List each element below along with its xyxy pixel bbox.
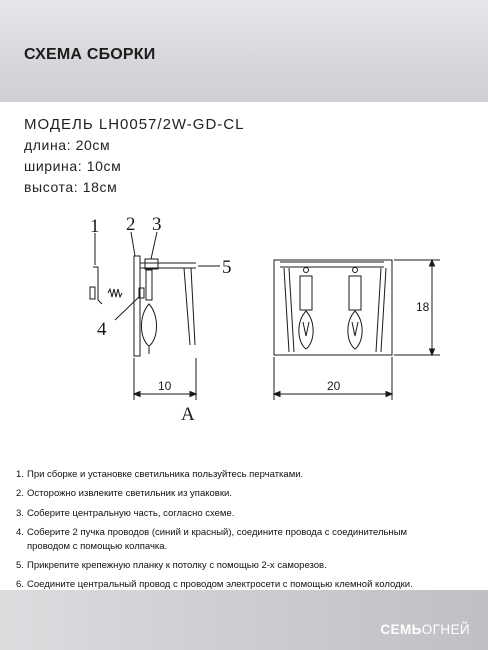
instruction-number: 5. <box>16 560 24 572</box>
instruction-number: 6. <box>16 579 24 591</box>
instruction-item <box>16 526 482 539</box>
brand-logo <box>380 622 470 637</box>
length-line: длина: 20см <box>24 137 111 153</box>
instruction-item <box>16 559 482 572</box>
arrow-right <box>386 392 392 397</box>
width-line: ширина: 10см <box>24 158 122 174</box>
footer-band <box>0 590 488 650</box>
callout-5: 5 <box>222 257 232 278</box>
front-fixing-right <box>353 268 358 273</box>
instruction-number: 4. <box>16 526 24 538</box>
callout-3: 3 <box>152 214 162 235</box>
glass-panel <box>184 268 190 345</box>
screw-icon <box>93 267 102 304</box>
instruction-text: Соберите 2 пучка проводов (синий и красный), соедините провода с соединительным <box>27 526 408 538</box>
instruction-text: Соедините центральный провод с проводом электросети с помощью клемной колодки. <box>27 579 413 591</box>
filament-icon <box>303 322 358 336</box>
instruction-text: Прикрепите крепежную планку к потолку с помощью 2-х саморезов. <box>27 560 327 572</box>
front-view <box>274 260 440 400</box>
anchor-icon <box>90 287 95 299</box>
front-glass-left-2 <box>289 268 294 352</box>
arrow-left <box>274 392 280 397</box>
instruction-text: При сборке и установке светильника пользуйтесь перчатками. <box>27 469 304 480</box>
spring-icon <box>108 289 122 297</box>
instruction-text: проводом с помощью колпачка. <box>27 540 168 552</box>
front-fixing-left <box>304 268 309 273</box>
callout-4: 4 <box>97 319 107 340</box>
instruction-item <box>16 468 482 481</box>
page-title: СХЕМА СБОРКИ <box>24 46 156 63</box>
height-line: высота: 18см <box>24 179 118 195</box>
callout-2: 2 <box>126 214 136 235</box>
leader-2 <box>131 232 135 256</box>
instruction-number: 1. <box>16 469 24 480</box>
front-glass-left <box>284 268 289 352</box>
arrow-left <box>134 392 140 397</box>
bulb-icon <box>299 311 313 349</box>
bulb-holder <box>146 270 152 300</box>
dim-label-20: 20 <box>327 379 341 393</box>
arrow-right <box>190 392 196 397</box>
front-holder-left <box>300 276 312 310</box>
model-line: МОДЕЛЬ LH0057/2W-GD-CL <box>24 116 245 133</box>
instruction-text: Осторожно извлеките светильник из упаковки. <box>27 488 232 500</box>
instruction-text: Соберите центральную часть, согласно схеме. <box>27 507 235 519</box>
callout-1: 1 <box>90 216 100 237</box>
arrow-up <box>430 260 435 266</box>
dim-label-18: 18 <box>416 300 430 314</box>
front-glass-right-2 <box>376 268 381 352</box>
view-mark-a: A <box>181 404 195 425</box>
instruction-item <box>16 487 482 500</box>
instruction-list <box>16 468 482 598</box>
mounting-plate <box>134 256 140 356</box>
side-view <box>90 232 220 400</box>
glass-panel-edge <box>191 268 195 345</box>
front-holder-right <box>349 276 361 310</box>
brand-bold: СЕМЬ <box>380 622 422 637</box>
instruction-item <box>16 540 482 553</box>
front-glass-right <box>381 268 386 352</box>
dim-label-10: 10 <box>158 379 172 393</box>
instruction-item <box>16 507 482 520</box>
bulb-icon <box>141 304 156 346</box>
instruction-number: 2. <box>16 488 24 500</box>
leader-3 <box>151 232 157 259</box>
bulb-icon <box>348 311 362 349</box>
instruction-number: 3. <box>16 507 24 519</box>
arrow-down <box>430 349 435 355</box>
brand-light: ОГНЕЙ <box>421 622 470 637</box>
